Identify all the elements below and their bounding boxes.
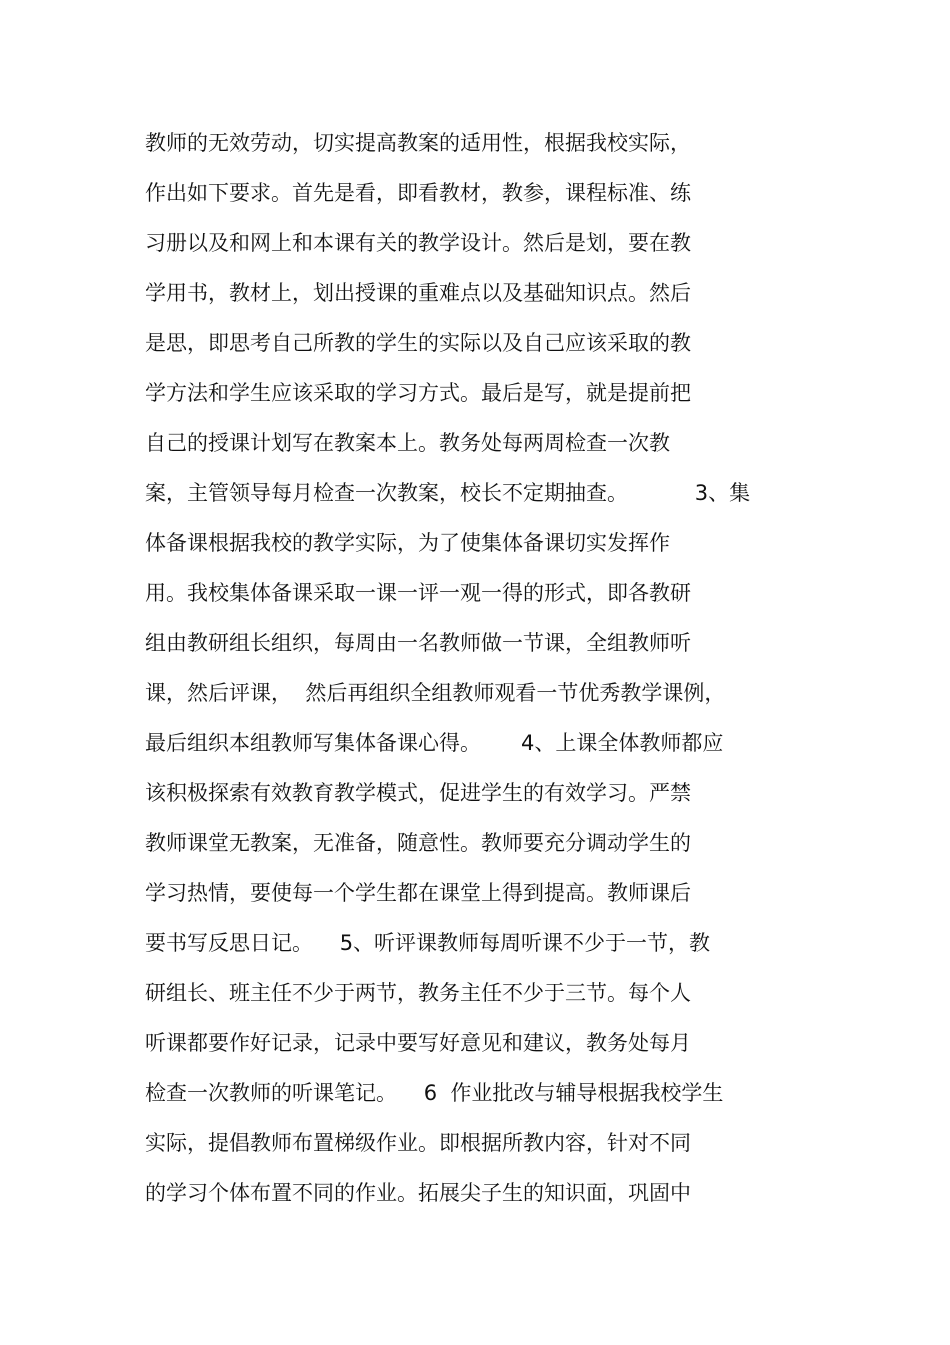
text-line-8: 案，主管领导每月检查一次教案，校长不定期抽查。 3、集 [145,481,751,505]
text-line-1: 教师的无效劳动，切实提高教案的适用性，根据我校实际， [145,131,691,155]
text-line-16: 学习热情，要使每一个学生都在课堂上得到提高。教师课后 [145,881,691,905]
text-line-3: 习册以及和网上和本课有关的教学设计。然后是划，要在教 [145,231,691,255]
body-text [145,118,845,1218]
text-line-22: 的学习个体布置不同的作业。拓展尖子生的知识面，巩固中 [145,1181,691,1205]
text-line-10: 用。我校集体备课采取一课一评一观一得的形式，即各教研 [145,581,691,605]
text-line-12: 课，然后评课， 然后再组织全组教师观看一节优秀教学课例， [145,681,726,705]
text-line-21: 实际，提倡教师布置梯级作业。即根据所教内容，针对不同 [145,1131,691,1155]
text-line-5: 是思，即思考自己所教的学生的实际以及自己应该采取的教 [145,331,691,355]
text-line-7: 自己的授课计划写在教案本上。教务处每两周检查一次教 [145,431,670,455]
text-line-9: 体备课根据我校的教学实际，为了使集体备课切实发挥作 [145,531,670,555]
text-line-19: 听课都要作好记录，记录中要写好意见和建议，教务处每月 [145,1031,691,1055]
text-line-11: 组由教研组长组织，每周由一名教师做一节课，全组教师听 [145,631,691,655]
text-line-17: 要书写反思日记。 5、听评课教师每周听课不少于一节，教 [145,931,711,955]
text-line-14: 该积极探索有效教育教学模式，促进学生的有效学习。严禁 [145,781,691,805]
text-line-4: 学用书，教材上，划出授课的重难点以及基础知识点。然后 [145,281,691,305]
text-line-2: 作出如下要求。首先是看，即看教材，教参，课程标准、练 [145,181,691,205]
text-line-20: 检查一次教师的听课笔记。 6 作业批改与辅导根据我校学生 [145,1081,724,1105]
text-line-13: 最后组织本组教师写集体备课心得。 4、上课全体教师都应 [145,731,724,755]
text-line-18: 研组长、班主任不少于两节，教务主任不少于三节。每个人 [145,981,691,1005]
text-line-6: 学方法和学生应该采取的学习方式。最后是写，就是提前把 [145,381,691,405]
text-line-15: 教师课堂无教案，无准备，随意性。教师要充分调动学生的 [145,831,691,855]
